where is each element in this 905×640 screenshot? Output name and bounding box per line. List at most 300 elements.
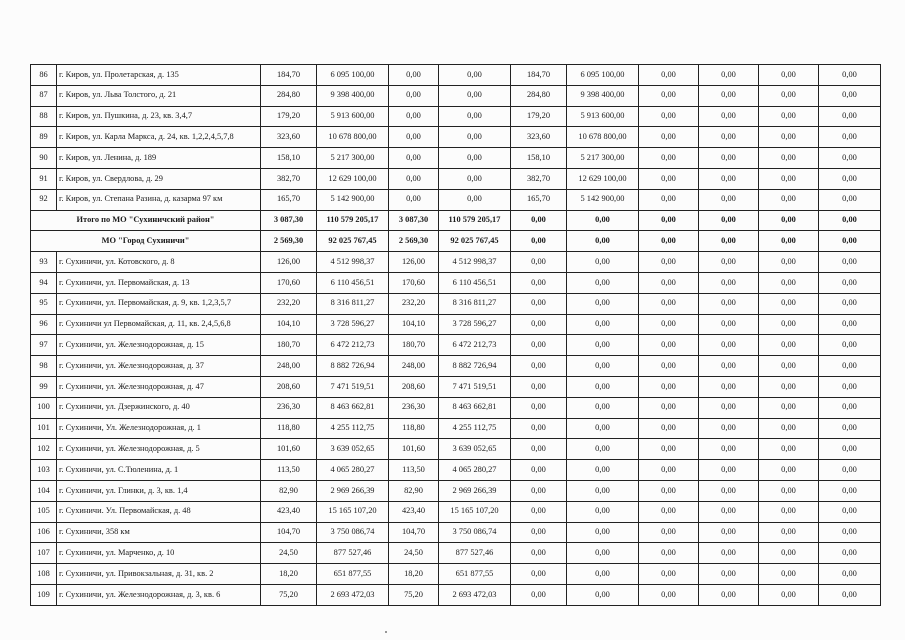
value-cell: 0,00 xyxy=(439,148,511,169)
value-cell: 0,00 xyxy=(699,231,759,252)
value-cell: 0,00 xyxy=(759,376,819,397)
value-cell: 0,00 xyxy=(819,501,881,522)
value-cell: 165,70 xyxy=(511,189,567,210)
value-cell: 0,00 xyxy=(389,148,439,169)
value-cell: 423,40 xyxy=(261,501,317,522)
value-cell: 12 629 100,00 xyxy=(567,168,639,189)
value-cell: 2 569,30 xyxy=(389,231,439,252)
value-cell: 104,70 xyxy=(389,522,439,543)
table-row xyxy=(31,418,881,439)
value-cell: 8 316 811,27 xyxy=(439,293,511,314)
address-cell: г. Киров, ул. Свердлова, д. 29 xyxy=(57,168,261,189)
value-cell: 0,00 xyxy=(699,127,759,148)
value-cell: 8 463 662,81 xyxy=(439,397,511,418)
address-cell: г. Сухиничи, ул. Котовского, д. 8 xyxy=(57,252,261,273)
value-cell: 0,00 xyxy=(639,376,699,397)
address-cell: г. Сухиничи ул Первомайская, д. 11, кв. 2,4,5,6,8 xyxy=(57,314,261,335)
table-row xyxy=(31,522,881,543)
value-cell: 9 398 400,00 xyxy=(567,85,639,106)
value-cell: 0,00 xyxy=(699,501,759,522)
value-cell: 0,00 xyxy=(819,584,881,605)
value-cell: 323,60 xyxy=(261,127,317,148)
value-cell: 0,00 xyxy=(439,85,511,106)
value-cell: 0,00 xyxy=(759,480,819,501)
value-cell: 0,00 xyxy=(567,397,639,418)
table-row xyxy=(31,460,881,481)
value-cell: 0,00 xyxy=(699,252,759,273)
value-cell: 113,50 xyxy=(261,460,317,481)
table-row xyxy=(31,397,881,418)
value-cell: 0,00 xyxy=(567,252,639,273)
row-number: 98 xyxy=(31,356,57,377)
value-cell: 8 316 811,27 xyxy=(317,293,389,314)
row-number: 97 xyxy=(31,335,57,356)
value-cell: 0,00 xyxy=(511,501,567,522)
value-cell: 382,70 xyxy=(511,168,567,189)
value-cell: 0,00 xyxy=(819,335,881,356)
value-cell: 0,00 xyxy=(439,106,511,127)
value-cell: 0,00 xyxy=(759,293,819,314)
value-cell: 0,00 xyxy=(639,314,699,335)
value-cell: 0,00 xyxy=(639,231,699,252)
value-cell: 4 512 998,37 xyxy=(439,252,511,273)
value-cell: 10 678 800,00 xyxy=(567,127,639,148)
address-cell: г. Сухиничи. Ул. Первомайская, д. 48 xyxy=(57,501,261,522)
value-cell: 0,00 xyxy=(567,480,639,501)
value-cell: 8 882 726,94 xyxy=(439,356,511,377)
value-cell: 0,00 xyxy=(511,314,567,335)
value-cell: 0,00 xyxy=(819,231,881,252)
value-cell: 0,00 xyxy=(511,356,567,377)
value-cell: 0,00 xyxy=(567,293,639,314)
table-row xyxy=(31,439,881,460)
value-cell: 0,00 xyxy=(567,272,639,293)
value-cell: 3 087,30 xyxy=(261,210,317,231)
value-cell: 0,00 xyxy=(639,168,699,189)
table-row xyxy=(31,85,881,106)
address-cell: г. Сухиничи, ул. Первомайская, д. 13 xyxy=(57,272,261,293)
value-cell: 0,00 xyxy=(639,418,699,439)
row-number: 108 xyxy=(31,564,57,585)
value-cell: 5 217 300,00 xyxy=(567,148,639,169)
table-row xyxy=(31,252,881,273)
value-cell: 0,00 xyxy=(639,148,699,169)
value-cell: 5 913 600,00 xyxy=(317,106,389,127)
value-cell: 0,00 xyxy=(511,480,567,501)
value-cell: 0,00 xyxy=(567,314,639,335)
value-cell: 113,50 xyxy=(389,460,439,481)
value-cell: 208,60 xyxy=(389,376,439,397)
value-cell: 92 025 767,45 xyxy=(317,231,389,252)
row-number: 87 xyxy=(31,85,57,106)
value-cell: 104,70 xyxy=(261,522,317,543)
value-cell: 0,00 xyxy=(567,376,639,397)
value-cell: 0,00 xyxy=(511,543,567,564)
value-cell: 0,00 xyxy=(699,564,759,585)
value-cell: 3 728 596,27 xyxy=(439,314,511,335)
value-cell: 0,00 xyxy=(819,127,881,148)
value-cell: 0,00 xyxy=(511,376,567,397)
value-cell: 0,00 xyxy=(759,356,819,377)
value-cell: 3 750 086,74 xyxy=(439,522,511,543)
address-cell: г. Сухиничи, ул. Глинки, д. 3, кв. 1,4 xyxy=(57,480,261,501)
value-cell: 4 065 280,27 xyxy=(317,460,389,481)
table-row xyxy=(31,356,881,377)
value-cell: 0,00 xyxy=(699,168,759,189)
value-cell: 0,00 xyxy=(567,460,639,481)
value-cell: 0,00 xyxy=(759,460,819,481)
total-row xyxy=(31,231,881,252)
value-cell: 0,00 xyxy=(389,127,439,148)
value-cell: 0,00 xyxy=(639,439,699,460)
value-cell: 7 471 519,51 xyxy=(439,376,511,397)
value-cell: 0,00 xyxy=(699,439,759,460)
address-cell: г. Сухиничи, ул. Марченко, д. 10 xyxy=(57,543,261,564)
value-cell: 0,00 xyxy=(759,272,819,293)
value-cell: 0,00 xyxy=(699,65,759,86)
value-cell: 6 095 100,00 xyxy=(317,65,389,86)
value-cell: 0,00 xyxy=(819,522,881,543)
value-cell: 0,00 xyxy=(759,335,819,356)
value-cell: 0,00 xyxy=(759,397,819,418)
value-cell: 0,00 xyxy=(439,168,511,189)
value-cell: 0,00 xyxy=(699,584,759,605)
table-row xyxy=(31,501,881,522)
value-cell: 0,00 xyxy=(699,272,759,293)
table-row xyxy=(31,314,881,335)
value-cell: 0,00 xyxy=(819,397,881,418)
value-cell: 0,00 xyxy=(819,356,881,377)
value-cell: 0,00 xyxy=(639,397,699,418)
value-cell: 0,00 xyxy=(511,584,567,605)
value-cell: 0,00 xyxy=(511,252,567,273)
value-cell: 104,10 xyxy=(261,314,317,335)
address-cell: г. Киров, ул. Пушкина, д. 23, кв. 3,4,7 xyxy=(57,106,261,127)
table-row xyxy=(31,272,881,293)
row-number: 100 xyxy=(31,397,57,418)
value-cell: 101,60 xyxy=(261,439,317,460)
value-cell: 15 165 107,20 xyxy=(317,501,389,522)
value-cell: 0,00 xyxy=(819,460,881,481)
value-cell: 0,00 xyxy=(639,543,699,564)
address-cell: г. Киров, ул. Степана Разина, д. казарма 97 км xyxy=(57,189,261,210)
value-cell: 284,80 xyxy=(511,85,567,106)
value-cell: 0,00 xyxy=(759,314,819,335)
value-cell: 0,00 xyxy=(699,480,759,501)
row-number: 93 xyxy=(31,252,57,273)
value-cell: 0,00 xyxy=(567,543,639,564)
value-cell: 0,00 xyxy=(699,189,759,210)
value-cell: 0,00 xyxy=(759,210,819,231)
row-number: 101 xyxy=(31,418,57,439)
value-cell: 0,00 xyxy=(819,85,881,106)
value-cell: 184,70 xyxy=(511,65,567,86)
row-number: 88 xyxy=(31,106,57,127)
value-cell: 104,10 xyxy=(389,314,439,335)
value-cell: 236,30 xyxy=(261,397,317,418)
value-cell: 3 728 596,27 xyxy=(317,314,389,335)
value-cell: 0,00 xyxy=(819,252,881,273)
address-cell: г. Сухиничи, ул. Железнодорожная, д. 15 xyxy=(57,335,261,356)
value-cell: 179,20 xyxy=(261,106,317,127)
value-cell: 75,20 xyxy=(261,584,317,605)
value-cell: 158,10 xyxy=(511,148,567,169)
value-cell: 0,00 xyxy=(511,460,567,481)
value-cell: 232,20 xyxy=(261,293,317,314)
value-cell: 0,00 xyxy=(511,522,567,543)
value-cell: 0,00 xyxy=(759,127,819,148)
value-cell: 0,00 xyxy=(567,439,639,460)
address-cell: г. Сухиничи, ул. Железнодорожная, д. 5 xyxy=(57,439,261,460)
address-cell: г. Киров, ул. Льва Толстого, д. 21 xyxy=(57,85,261,106)
value-cell: 0,00 xyxy=(639,564,699,585)
value-cell: 0,00 xyxy=(699,148,759,169)
value-cell: 82,90 xyxy=(261,480,317,501)
value-cell: 0,00 xyxy=(639,85,699,106)
value-cell: 0,00 xyxy=(511,272,567,293)
table-row xyxy=(31,376,881,397)
address-cell: г. Киров, ул. Ленина, д. 189 xyxy=(57,148,261,169)
value-cell: 180,70 xyxy=(389,335,439,356)
value-cell: 165,70 xyxy=(261,189,317,210)
value-cell: 0,00 xyxy=(639,501,699,522)
value-cell: 126,00 xyxy=(261,252,317,273)
value-cell: 0,00 xyxy=(389,168,439,189)
value-cell: 0,00 xyxy=(759,231,819,252)
value-cell: 2 969 266,39 xyxy=(439,480,511,501)
value-cell: 651 877,55 xyxy=(439,564,511,585)
value-cell: 0,00 xyxy=(639,480,699,501)
value-cell: 126,00 xyxy=(389,252,439,273)
value-cell: 0,00 xyxy=(639,252,699,273)
value-cell: 0,00 xyxy=(639,356,699,377)
value-cell: 0,00 xyxy=(699,335,759,356)
value-cell: 0,00 xyxy=(389,65,439,86)
value-cell: 0,00 xyxy=(699,418,759,439)
address-cell: г. Сухиничи, ул. С.Тюленина, д. 1 xyxy=(57,460,261,481)
value-cell: 0,00 xyxy=(819,65,881,86)
value-cell: 0,00 xyxy=(759,65,819,86)
value-cell: 236,30 xyxy=(389,397,439,418)
value-cell: 0,00 xyxy=(699,293,759,314)
value-cell: 248,00 xyxy=(261,356,317,377)
value-cell: 0,00 xyxy=(819,376,881,397)
value-cell: 0,00 xyxy=(511,293,567,314)
row-number: 106 xyxy=(31,522,57,543)
value-cell: 82,90 xyxy=(389,480,439,501)
value-cell: 0,00 xyxy=(759,418,819,439)
value-cell: 0,00 xyxy=(759,439,819,460)
value-cell: 0,00 xyxy=(567,522,639,543)
value-cell: 0,00 xyxy=(511,564,567,585)
value-cell: 3 750 086,74 xyxy=(317,522,389,543)
row-number: 102 xyxy=(31,439,57,460)
table-row xyxy=(31,543,881,564)
value-cell: 0,00 xyxy=(819,189,881,210)
value-cell: 5 913 600,00 xyxy=(567,106,639,127)
value-cell: 158,10 xyxy=(261,148,317,169)
table-row xyxy=(31,584,881,605)
value-cell: 0,00 xyxy=(759,168,819,189)
row-number: 99 xyxy=(31,376,57,397)
table-row xyxy=(31,65,881,86)
value-cell: 4 065 280,27 xyxy=(439,460,511,481)
table-row xyxy=(31,189,881,210)
value-cell: 0,00 xyxy=(567,564,639,585)
value-cell: 0,00 xyxy=(699,397,759,418)
value-cell: 118,80 xyxy=(261,418,317,439)
value-cell: 0,00 xyxy=(699,314,759,335)
value-cell: 0,00 xyxy=(759,148,819,169)
value-cell: 0,00 xyxy=(699,522,759,543)
resettlement-table xyxy=(30,64,881,606)
row-number: 92 xyxy=(31,189,57,210)
value-cell: 4 255 112,75 xyxy=(317,418,389,439)
value-cell: 8 882 726,94 xyxy=(317,356,389,377)
value-cell: 170,60 xyxy=(261,272,317,293)
value-cell: 0,00 xyxy=(819,480,881,501)
value-cell: 2 693 472,03 xyxy=(439,584,511,605)
table-body xyxy=(31,65,881,606)
address-cell: г. Сухиничи, ул. Привокзальная, д. 31, кв. 2 xyxy=(57,564,261,585)
value-cell: 0,00 xyxy=(819,439,881,460)
value-cell: 118,80 xyxy=(389,418,439,439)
table-row xyxy=(31,106,881,127)
value-cell: 5 217 300,00 xyxy=(317,148,389,169)
value-cell: 0,00 xyxy=(511,418,567,439)
row-number: 95 xyxy=(31,293,57,314)
value-cell: 0,00 xyxy=(639,106,699,127)
value-cell: 0,00 xyxy=(639,65,699,86)
value-cell: 877 527,46 xyxy=(439,543,511,564)
row-number: 94 xyxy=(31,272,57,293)
row-number: 107 xyxy=(31,543,57,564)
value-cell: 75,20 xyxy=(389,584,439,605)
value-cell: 0,00 xyxy=(819,543,881,564)
value-cell: 0,00 xyxy=(511,231,567,252)
table-row xyxy=(31,168,881,189)
value-cell: 3 639 052,65 xyxy=(439,439,511,460)
value-cell: 0,00 xyxy=(567,210,639,231)
value-cell: 6 110 456,51 xyxy=(439,272,511,293)
value-cell: 179,20 xyxy=(511,106,567,127)
value-cell: 8 463 662,81 xyxy=(317,397,389,418)
total-label: МО "Город Сухиничи" xyxy=(31,231,261,252)
value-cell: 0,00 xyxy=(639,335,699,356)
value-cell: 0,00 xyxy=(389,106,439,127)
value-cell: 0,00 xyxy=(389,85,439,106)
value-cell: 18,20 xyxy=(389,564,439,585)
value-cell: 423,40 xyxy=(389,501,439,522)
table-row xyxy=(31,480,881,501)
value-cell: 24,50 xyxy=(389,543,439,564)
value-cell: 0,00 xyxy=(699,356,759,377)
value-cell: 0,00 xyxy=(819,564,881,585)
table-row xyxy=(31,127,881,148)
value-cell: 170,60 xyxy=(389,272,439,293)
value-cell: 3 087,30 xyxy=(389,210,439,231)
value-cell: 3 639 052,65 xyxy=(317,439,389,460)
value-cell: 208,60 xyxy=(261,376,317,397)
value-cell: 9 398 400,00 xyxy=(317,85,389,106)
value-cell: 0,00 xyxy=(567,584,639,605)
address-cell: г. Сухиничи, ул. Железнодорожная, д. 3, кв. 6 xyxy=(57,584,261,605)
value-cell: 248,00 xyxy=(389,356,439,377)
value-cell: 0,00 xyxy=(567,501,639,522)
value-cell: 0,00 xyxy=(759,106,819,127)
table-row xyxy=(31,335,881,356)
value-cell: 110 579 205,17 xyxy=(317,210,389,231)
row-number: 90 xyxy=(31,148,57,169)
value-cell: 0,00 xyxy=(759,189,819,210)
value-cell: 0,00 xyxy=(439,65,511,86)
address-cell: г. Сухиничи, ул. Дзержинского, д. 40 xyxy=(57,397,261,418)
value-cell: 0,00 xyxy=(439,189,511,210)
value-cell: 0,00 xyxy=(699,210,759,231)
value-cell: 0,00 xyxy=(819,148,881,169)
scan-artifact xyxy=(385,631,387,633)
value-cell: 0,00 xyxy=(699,543,759,564)
value-cell: 4 512 998,37 xyxy=(317,252,389,273)
address-cell: г. Сухиничи, ул. Железнодорожная, д. 37 xyxy=(57,356,261,377)
value-cell: 0,00 xyxy=(759,543,819,564)
row-number: 89 xyxy=(31,127,57,148)
value-cell: 15 165 107,20 xyxy=(439,501,511,522)
value-cell: 0,00 xyxy=(699,460,759,481)
value-cell: 0,00 xyxy=(511,335,567,356)
value-cell: 0,00 xyxy=(639,460,699,481)
value-cell: 0,00 xyxy=(639,293,699,314)
value-cell: 0,00 xyxy=(439,127,511,148)
value-cell: 5 142 900,00 xyxy=(567,189,639,210)
value-cell: 0,00 xyxy=(699,376,759,397)
address-cell: г. Сухиничи, Ул. Железнодорожная, д. 1 xyxy=(57,418,261,439)
value-cell: 0,00 xyxy=(819,418,881,439)
value-cell: 0,00 xyxy=(759,564,819,585)
address-cell: г. Киров, ул. Пролетарская, д. 135 xyxy=(57,65,261,86)
row-number: 109 xyxy=(31,584,57,605)
value-cell: 180,70 xyxy=(261,335,317,356)
value-cell: 5 142 900,00 xyxy=(317,189,389,210)
value-cell: 0,00 xyxy=(567,418,639,439)
value-cell: 0,00 xyxy=(819,210,881,231)
value-cell: 0,00 xyxy=(511,397,567,418)
value-cell: 877 527,46 xyxy=(317,543,389,564)
table-row xyxy=(31,564,881,585)
value-cell: 4 255 112,75 xyxy=(439,418,511,439)
value-cell: 651 877,55 xyxy=(317,564,389,585)
value-cell: 2 969 266,39 xyxy=(317,480,389,501)
value-cell: 0,00 xyxy=(567,335,639,356)
value-cell: 323,60 xyxy=(511,127,567,148)
value-cell: 0,00 xyxy=(639,584,699,605)
address-cell: г. Сухиничи, 358 км xyxy=(57,522,261,543)
value-cell: 0,00 xyxy=(759,584,819,605)
value-cell: 0,00 xyxy=(567,231,639,252)
value-cell: 0,00 xyxy=(819,272,881,293)
value-cell: 0,00 xyxy=(759,252,819,273)
value-cell: 7 471 519,51 xyxy=(317,376,389,397)
value-cell: 184,70 xyxy=(261,65,317,86)
table-row xyxy=(31,148,881,169)
value-cell: 0,00 xyxy=(389,189,439,210)
total-row xyxy=(31,210,881,231)
address-cell: г. Киров, ул. Карла Маркса, д. 24, кв. 1,2,2,4,5,7,8 xyxy=(57,127,261,148)
value-cell: 92 025 767,45 xyxy=(439,231,511,252)
value-cell: 2 693 472,03 xyxy=(317,584,389,605)
value-cell: 6 095 100,00 xyxy=(567,65,639,86)
value-cell: 0,00 xyxy=(639,272,699,293)
